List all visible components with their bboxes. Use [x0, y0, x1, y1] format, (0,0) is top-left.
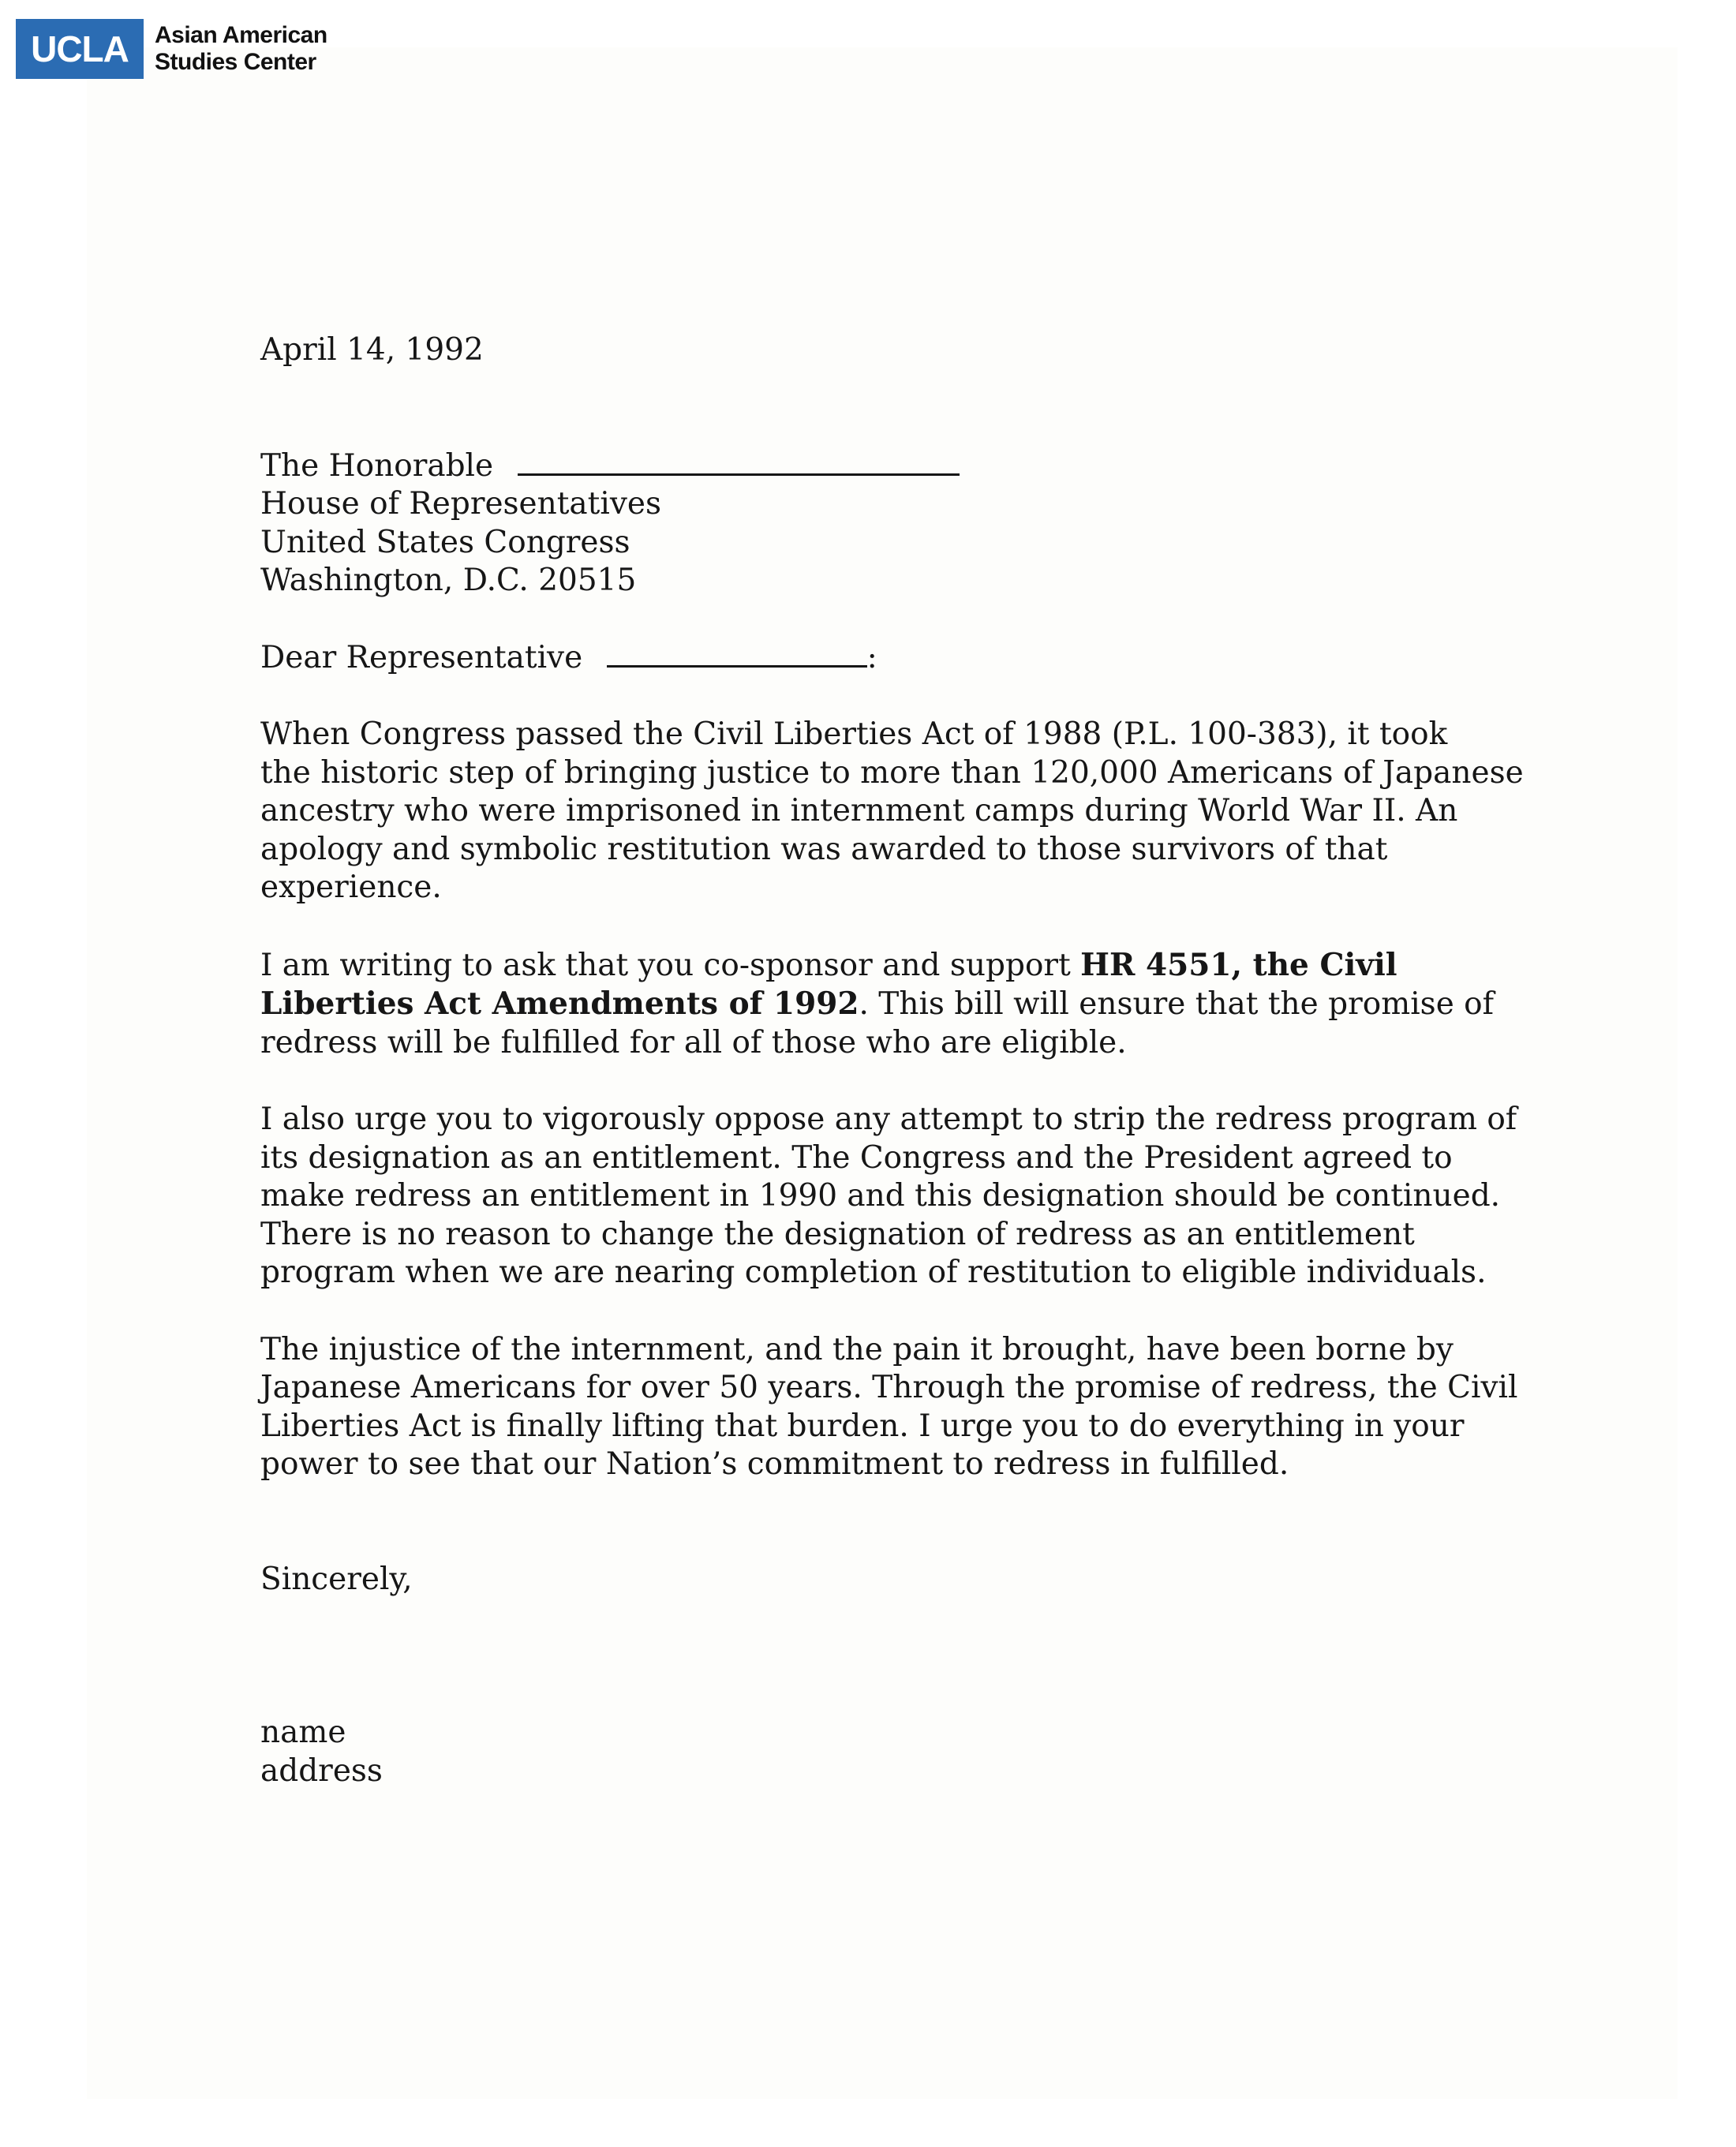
bill-name-bold: HR 4551, the Civil [1080, 946, 1397, 983]
paragraph-line [260, 985, 1495, 1024]
paragraph-line: apology and symbolic restitution was awarded to those survivors of that [260, 831, 1388, 867]
paragraph-line: program when we are nearing completion of restitution to eligible individuals. [260, 1255, 1487, 1290]
salutation-text: Dear Representative [260, 639, 583, 675]
closing: Sincerely, [260, 1561, 413, 1597]
address-line-4: Washington, D.C. 20515 [260, 563, 637, 598]
signature-name: name [260, 1715, 346, 1750]
paragraph-2 [260, 946, 1495, 1063]
paragraph-line: redress will be fulfilled for all of those who are eligible. [260, 1024, 1127, 1060]
recipient-name-blank [518, 447, 960, 476]
representative-name-blank [607, 638, 867, 668]
center-name [155, 22, 327, 76]
recipient-address [260, 447, 1491, 600]
paragraph-line: Liberties Act is finally lifting that burden. I urge you to do everything in your [260, 1408, 1465, 1444]
paragraph-3 [260, 1101, 1517, 1292]
letter-date: April 14, 1992 [260, 332, 484, 368]
address-line-2: House of Representatives [260, 486, 661, 522]
ucla-logo [16, 19, 327, 79]
letter-body [260, 331, 1524, 1790]
paragraph-2-text: I am writing to ask that you co-sponsor and support [260, 947, 1081, 983]
paragraph-line: the historic step of bringing justice to more than 120,000 Americans of Japanese [260, 754, 1524, 791]
paragraph-line: The injustice of the internment, and the pain it brought, have been borne by [260, 1331, 1454, 1367]
paragraph-line: I also urge you to vigorously oppose any attempt to strip the redress program of [260, 1102, 1517, 1137]
signature-address: address [260, 1752, 383, 1789]
paragraph-line: experience. [260, 870, 442, 905]
paragraph-line: There is no reason to change the designation of redress as an entitlement [260, 1216, 1415, 1252]
bill-name-bold: Liberties Act Amendments of 1992 [260, 986, 859, 1022]
address-line-3: United States Congress [260, 524, 630, 560]
salutation [260, 638, 1491, 678]
paragraph-1 [260, 716, 1524, 907]
salutation-colon: : [866, 639, 877, 675]
paragraph-4 [260, 1331, 1518, 1484]
address-honorable-line [260, 447, 1491, 486]
paragraph-line [260, 946, 1491, 986]
ucla-logo-mark: UCLA [16, 19, 144, 79]
paragraph-line: its designation as an entitlement. The Congress and the President agreed to [260, 1139, 1453, 1176]
paragraph-line: power to see that our Nation’s commitment to redress in fulfilled. [260, 1446, 1289, 1482]
paragraph-2-text: . This bill will ensure that the promise of [859, 986, 1495, 1022]
signature-block [260, 1714, 1491, 1790]
center-name-line2: Studies Center [155, 49, 316, 75]
paragraph-line: When Congress passed the Civil Liberties Act of 1988 (P.L. 100-383), it took [260, 716, 1448, 752]
honorable-label: The Honorable [260, 447, 494, 484]
paragraph-line: ancestry who were imprisoned in internment camps during World War II. An [260, 793, 1458, 829]
center-name-line1: Asian American [155, 22, 327, 48]
paragraph-line: make redress an entitlement in 1990 and this designation should be continued. [260, 1178, 1501, 1214]
paragraph-line: Japanese Americans for over 50 years. Through the promise of redress, the Civil [260, 1370, 1518, 1405]
